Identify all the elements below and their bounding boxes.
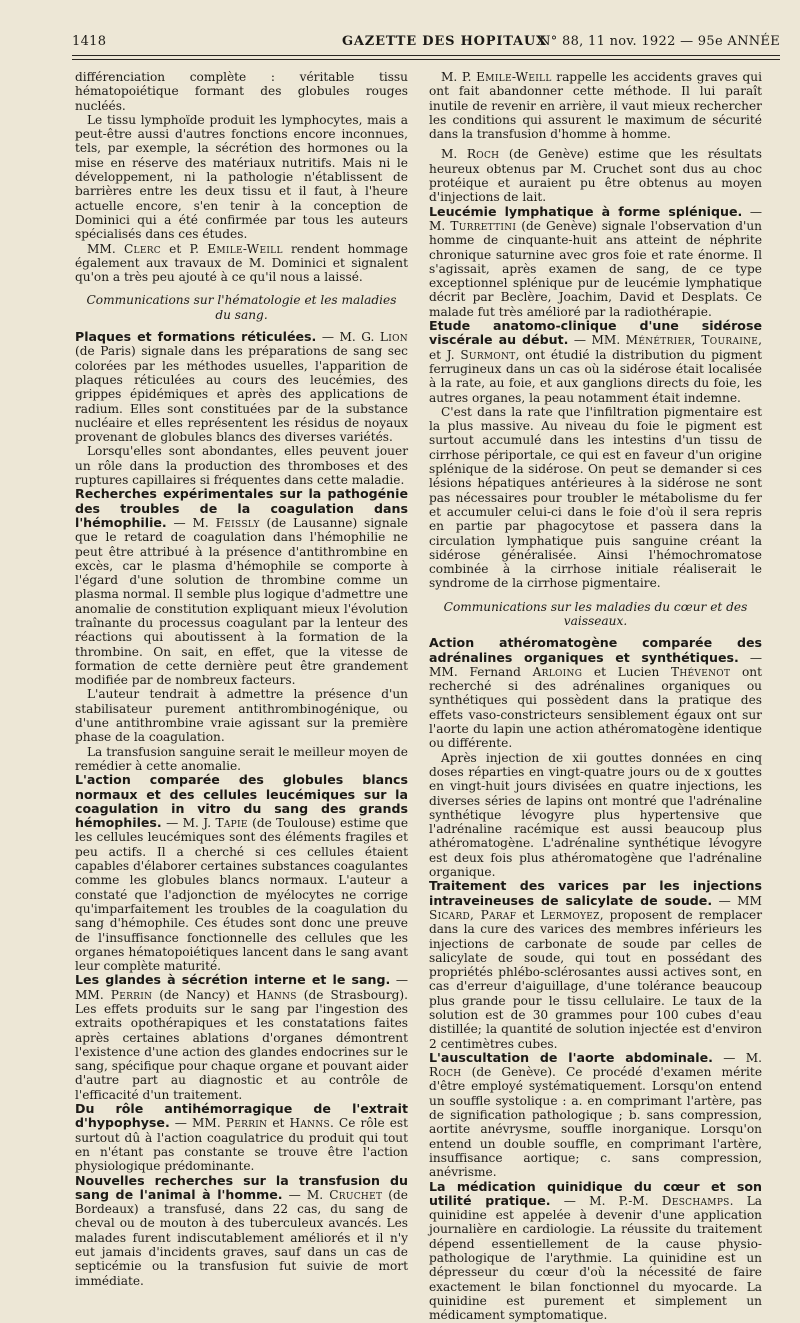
text: — MM. [75,973,408,1002]
section-paragraph [429,205,762,319]
section-title: Plaques et formations réticulées. [75,329,317,345]
author-name: Sicard, Paraf [429,907,517,922]
text: M. [441,147,467,162]
section-title: Leucémie lymphatique à forme splénique. [429,203,743,219]
section-title: Du rôle antihémorragique de l'extrait d'hypophyse. [75,1101,408,1131]
paragraph: C'est dans la rate que l'infiltration pigmentaire est la plus massive. Au niveau du foie le pigment est surtout accumulé dans les intestins d'un tissu de cirrhose périportale, ce qui est en faveur d'un origine splénique de la sidérose. On peut se demander si ces lésions hépatiques antérieures à la sidérose ne sont pas nécessaires pour troubler le métabolisme du fer et accumuler celui-ci dans le foie d'où il sera repris en partie par phagocytose et passera dans la circulation lymphatique puis sanguine créant la sidérose généralisée. Ainsi l'hémochromatose combinée à la cirrhose initiale réaliserait le syndrome de la cirrhose pigmentaire. [429,404,762,591]
text: M. P. [441,70,477,84]
section-title: L'auscultation de l'aorte abdominale. [429,1049,713,1065]
section-paragraph [429,319,762,405]
author-name: Emile-Weill [476,70,552,84]
text: , ont étudié la distribution du pigment ferrugineux dans un cas où la sidérose était localisée à la rate, au foie, et aux ganglions directs du foie, les autres organes, la peau notamment était indemne. [429,347,762,405]
text: (de Lausanne) signale que le retard de coagulation dans l'hémophilie ne peut être attribué à la présence d'antithrombine en excès, car le plasma d'hémophile se comporte à l'égard d'une solution de thrombine comme un plasma normal. Il semble plus logique d'admettre une anomalie de constitution expliquant mieux l'évolution traînante du processus coagulant par la lenteur des réactions qui aboutissent à la formation de la thrombine. On sait, en effet, que la vitesse de formation de cette dernière peut être grandement modifiée par de nombreux facteurs. [75,515,408,688]
author-name: Cruchet [329,1187,383,1202]
author-name: Tapie [215,816,248,831]
text: (de Genève) estime que les résultats heureux obtenus par M. Cruchet sont dus au choc protéique et auraient pu être obtenus au moyen d'injections de lait. [429,147,763,205]
section-paragraph [75,487,408,687]
section-paragraph [429,1051,762,1180]
section-paragraph [75,1174,408,1288]
section-title: Action athéromatogène comparée des adrénalines organiques et synthétiques. [429,635,762,665]
text: et [516,907,541,922]
section-paragraph [429,879,762,1051]
page-number: 1418 [72,34,107,49]
paragraph [429,70,762,141]
text: — M. [712,1050,763,1065]
text: — M. J. [161,816,216,831]
text: ont recherché si des adrénalines organiques ou synthétiques qui possèdent dans la pratique des effets vaso-constricteurs sensiblement égaux ont sur l'aorte du lapin une action athéromatogène identique ou différente. [429,664,762,751]
author-name: Roch [466,147,500,162]
paragraph: Lorsqu'elles sont abondantes, elles peuvent jouer un rôle dans la production des thromboses et des ruptures capillaires si fréquentes dans cette maladie. [75,444,408,488]
header-rule-top [72,55,780,56]
section-paragraph [429,1180,762,1323]
right-column [429,70,763,1323]
text: — MM. [568,333,626,348]
section-title: Traitement des varices par les injections intraveineuses de salicylate de soude. [429,878,762,908]
author-name: Hanns [256,987,297,1002]
header-rule-bottom [72,59,780,60]
section-title: Les glandes à sécrétion interne et le sang. [75,972,391,988]
text: (de Nancy) et [152,987,257,1002]
text: MM. [87,241,124,256]
section-paragraph [75,1102,408,1173]
author-name: Hanns [289,1116,331,1131]
page-header [72,34,780,50]
text: — MM [712,893,762,908]
author-name: Perrin [110,987,153,1002]
author-name: Surmont [460,347,516,362]
section-paragraph [75,330,408,444]
text: — MM. Fernand [429,650,762,679]
text: (de Toulouse) estime que les cellules leucémiques sont des éléments fragiles et peu actifs. Il a cherché si ces cellules étaient capables d'élaborer certaines substances coagulantes comme les globules blancs normaux. L'auteur a constaté que l'adjonction de myélocytes ne corrige qu'imparfaitement les troubles de la coagulation du sang d'hémophile. Ces études sont donc une preuve de l'insuffisance fonctionnelle des cellules que les organes hématopoiétiques lancent dans le sang avant leur complète maturité. [75,816,408,974]
issue-info: N° 88, 11 nov. 1922 — 95e ANNÉE [539,34,780,49]
author-name: Clerc [123,241,161,256]
text: — M. [166,515,216,530]
text: — M. G. [316,330,380,345]
author-name: Thévenot [671,664,731,679]
text: et P. [160,241,208,256]
section-title: L'action comparée des globules blancs normaux et des cellules leucémiques sur la coagulation in vitro du sang des grands hémophiles. [75,772,408,831]
author-name: Lermoyez [540,907,600,922]
text: — M. [282,1187,330,1202]
author-name: Emile-Weill [207,241,283,256]
author-name: Lion [379,330,408,345]
paragraph: Le tissu lymphoïde produit les lymphocytes, mais a peut-être aussi d'autres fonctions encore inconnues, tels, par exemple, la sécrétion des hormones ou la mise en réserve des matériaux nutritifs. Mais ni le développement, ni la pathologie n'établissent de barrières entre les deux tissu et il faut, à l'heure actuelle encore, s'en tenir à la conception de Dominici qui a été confirmée par tous les auteurs spécialisés dans ces études. [75,112,408,242]
text: rendent hommage également aux travaux de M. Dominici et signalent qu'on a très peu ajouté à ce qu'il nous a laissé. [75,241,408,285]
text: rappelle les accidents graves qui ont fait abandonner cette méthode. Il lui paraît inutile de revenir en arrière, il vaut mieux rechercher les conditions qui assurent le maximum de sécurité dans la transfusion d'homme à homme. [429,70,762,142]
text: — MM. [169,1116,226,1131]
section-paragraph [75,973,408,1102]
left-column [75,70,408,1288]
section-title: La médication quinidique du cœur et son utilité pratique. [429,1178,762,1208]
paragraph [429,147,762,204]
text: . La quinidine est appelée à devenir d'une application journalière en cardiologie. La réussite du traitement dépend essentiellement de la cause physio-pathologique de l'arythmie. La quinidine est un dépresseur du cœur d'où la nécessité de faire exactement le bilan fonctionnel du myocarde. La quinidine est purement et simplement un médicament symptomatique. [429,1193,763,1323]
text: — M. P.-M. [550,1193,662,1208]
author-name: Perrin [225,1116,268,1131]
paragraph: L'auteur tendrait à admettre la présence d'un stabilisateur purement antithrombinogénique, ou d'une antithrombine vraie agissant sur la première phase de la coagulation. [75,687,408,745]
text: , proposent de remplacer dans la cure des varices des membres inférieurs les injections de carbonate de soude par celles de salicylate de soude, qui tout en possédant des propriétés phlébo-sclérosantes aussi actives sont, en cas d'erreur d'aiguillage, d'une tolérance beaucoup plus grande pour le tissu cellulaire. Le taux de la solution est de 30 grammes pour 100 cubes d'eau distillée; la quantité de solution injectée est d'environ 2 centimètres cubes. [429,907,762,1051]
text: (de Strasbourg). Les effets produits sur le sang par l'ingestion des extraits opothérapiques et les constatations faites après certaines ablations d'organes démontrent l'existence d'une action des glandes endocrines sur le sang, spécifique pour chaque organe et pouvant aider d'autre part au diagnostic et au contrôle de l'efficacité d'un traitement. [75,987,408,1102]
author-name: Turrettini [450,218,517,233]
section-paragraph [429,636,762,750]
author-name: Feissly [215,515,260,530]
author-name: Deschamps [661,1193,730,1208]
author-name: Roch [429,1065,462,1080]
text: et Lucien [582,664,672,679]
section-title: Nouvelles recherches sur la transfusion du sang de l'animal à l'homme. [75,1172,408,1202]
text: (de Paris) signale dans les préparations de sang sec colorées par les méthodes usuelles, l'apparition de plaques réticulées au cours des leucémies, des grippes épidémiques et après des applications de radium. Elles sont constituées par de la substance nucléaire et elles représentent les résidus de noyaux provenant de globules blancs des diverses variétés. [75,344,408,445]
text: et [267,1116,290,1131]
paragraph: Après injection de xii gouttes données en cinq doses réparties en vingt-quatre jours ou de x gouttes en vingt-huit jours divisées en quatre injections, les diverses séries de lapins ont montré que l'adrénaline synthétique lévogyre plus hypertensive que l'adrénaline racémique est aussi beaucoup plus athéromatogène. L'adrénaline synthétique lévogyre est deux fois plus athéromatogène que l'adrénaline organique. [429,750,762,880]
paragraph [75,242,408,285]
paragraph: différenciation complète : véritable tissu hématopoiétique formant des globules rouges nucléés. [75,70,408,113]
text: — M. [429,204,762,233]
text: (de Bordeaux) a transfusé, dans 22 cas, du sang de cheval ou de mouton à des tuberculeux avancés. Les malades furent indiscutablement améliorés et il n'y eut jamais d'incidents graves, sauf dans un cas de septicémie ou la transfusion fut suivie de mort immédiate. [75,1187,408,1288]
text: , et J. [429,333,763,362]
section-title: Etude anatomo-clinique d'une sidérose viscérale au début. [429,318,762,348]
text: (de Genève). Ce procédé d'examen mérite d'être employé systématiquement. Lorsqu'on entend un souffle systolique : a. en comprimant l'artère, pas de signification pathologique ; b. sans compression, aortite anévrysme, souffle inorganique. Lorsqu'on entend un double souffle, en comprimant l'artère, insuffisance aortique; c. sans compression, anévrisme. [429,1065,762,1180]
section-paragraph [75,773,408,973]
author-name: Ménétrier, Touraine [625,333,759,348]
section-title: Recherches expérimentales sur la pathogénie des troubles de la coagulation dans l'hémophilie. [75,486,408,530]
section-heading: Communications sur les maladies du cœur et des vaisseaux. [443,599,748,628]
author-name: Arloing [532,664,583,679]
paragraph: La transfusion sanguine serait le meilleur moyen de remédier à cette anomalie. [75,744,408,773]
journal-title: GAZETTE DES HOPITAUX [342,34,547,49]
text: . Ce rôle est surtout dû à l'action coagulatrice du produit qui tout en n'étant pas constante se trouve être l'action physiologique prédominante. [75,1116,408,1174]
section-heading: Communications sur l'hématologie et les maladies du sang. [86,293,397,322]
text: (de Genève) signale l'observation d'un homme de cinquante-huit ans atteint de néphrite chronique saturnine avec gros foie et rate énorme. Il s'agissait, après examen de sang, de ce type exceptionnel splénique pur de leucémie lymphatique décrit par Beclère, Joachim, David et Desplats. Ce malade fut très amélioré par la radiothérapie. [429,218,762,319]
